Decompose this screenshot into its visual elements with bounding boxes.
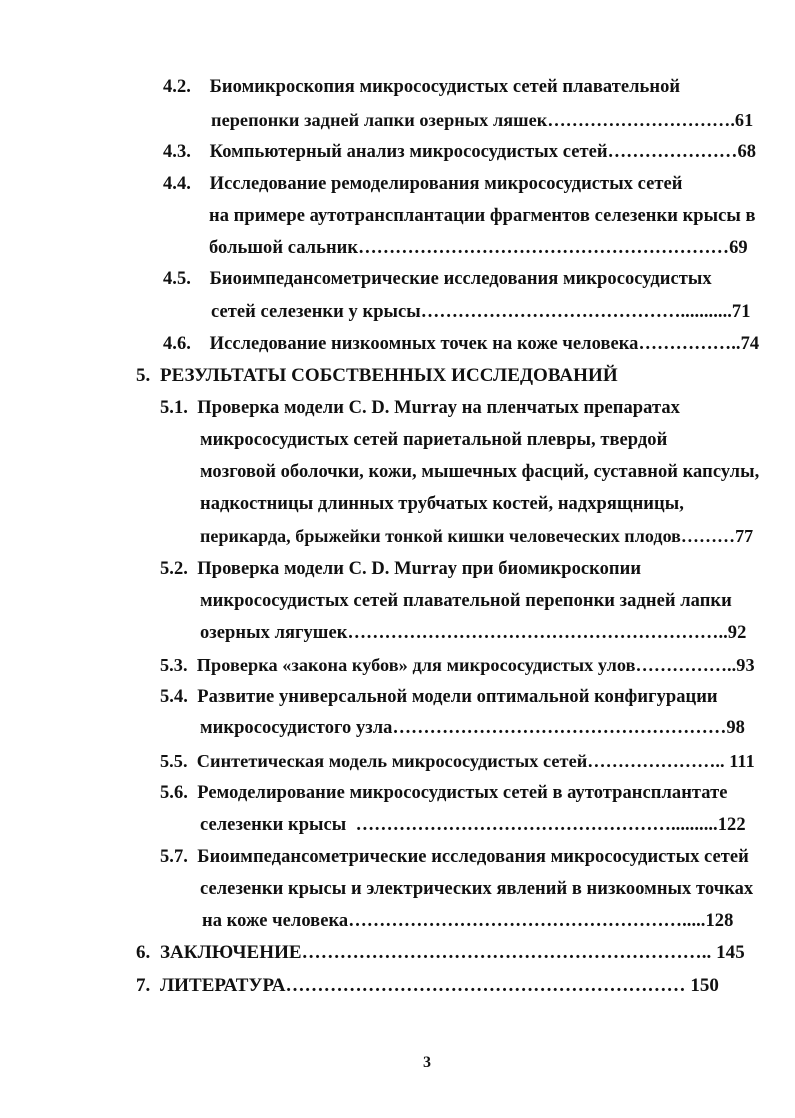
toc-line-5-2: 5.2. Проверка модели C. D. Murray при биомикроскопии bbox=[160, 559, 642, 579]
toc-line-5-7: 5.7. Биоимпедансометрические исследования микрососудистых сетей bbox=[160, 847, 749, 867]
toc-line-5-4-cont: микрососудистого узла………………………………………………98 bbox=[200, 718, 745, 738]
toc-line-4-4-cont-1: на примере аутотрансплантации фрагментов селезенки крысы в bbox=[209, 206, 756, 226]
toc-line-5-1: 5.1. Проверка модели C. D. Murray на пленчатых препаратах bbox=[160, 398, 680, 418]
toc-line-5-7-cont-2: на коже человека……………………………………………….....128 bbox=[202, 911, 734, 931]
toc-line-5-1-cont-4: перикарда, брыжейки тонкой кишки человеческих плодов………77 bbox=[200, 526, 754, 546]
toc-line-4-5-cont: сетей селезенки у крысы……………………………………...........71 bbox=[211, 302, 751, 322]
toc-line-5-3: 5.3. Проверка «закона кубов» для микрососудистых улов……………..93 bbox=[160, 655, 755, 675]
toc-line-5-1-cont-1: микрососудистых сетей париетальной плевры, твердой bbox=[200, 430, 668, 450]
toc-line-5-1-cont-2: мозговой оболочки, кожи, мышечных фасций, суставной капсулы, bbox=[200, 462, 760, 482]
toc-section-7: 7. ЛИТЕРАТУРА……………………………………………………… 150 bbox=[136, 975, 719, 996]
toc-line-4-4: 4.4. Исследование ремоделирования микрососудистых сетей bbox=[163, 174, 683, 194]
toc-line-4-6: 4.6. Исследование низкоомных точек на коже человека……………..74 bbox=[163, 334, 760, 354]
toc-line-5-6: 5.6. Ремоделирование микрососудистых сетей в аутотрансплантате bbox=[160, 783, 728, 803]
toc-line-5-6-cont: селезенки крысы ……………………………………………..........122 bbox=[200, 815, 746, 835]
toc-line-4-3: 4.3. Компьютерный анализ микрососудистых сетей…………………68 bbox=[163, 142, 757, 162]
toc-line-5-2-cont-1: микрососудистых сетей плавательной перепонки задней лапки bbox=[200, 591, 732, 611]
toc-section-5: 5. РЕЗУЛЬТАТЫ СОБСТВЕННЫХ ИССЛЕДОВАНИЙ bbox=[136, 365, 618, 386]
toc-line-4-2: 4.2. Биомикроскопия микрососудистых сетей плавательной bbox=[163, 77, 681, 97]
toc-line-4-5: 4.5. Биоимпедансометрические исследования микрососудистых bbox=[163, 269, 712, 289]
page-number: 3 bbox=[423, 1054, 431, 1071]
toc-line-5-5: 5.5. Синтетическая модель микрососудистых сетей………………….. 111 bbox=[160, 751, 755, 771]
toc-line-4-2-cont: перепонки задней лапки озерных ляшек………………………….61 bbox=[211, 110, 754, 130]
toc-line-4-4-cont-2: большой сальник……………………………………………………69 bbox=[209, 238, 748, 258]
toc-line-5-2-cont-2: озерных лягушек……………………………………………………..92 bbox=[200, 623, 747, 643]
toc-section-6: 6. ЗАКЛЮЧЕНИЕ……………………………………………………….. 145 bbox=[136, 942, 745, 963]
toc-line-5-4: 5.4. Развитие универсальной модели оптимальной конфигурации bbox=[160, 687, 718, 707]
toc-line-5-7-cont-1: селезенки крысы и электрических явлений в низкоомных точках bbox=[200, 879, 754, 899]
toc-line-5-1-cont-3: надкостницы длинных трубчатых костей, надхрящницы, bbox=[200, 494, 684, 514]
